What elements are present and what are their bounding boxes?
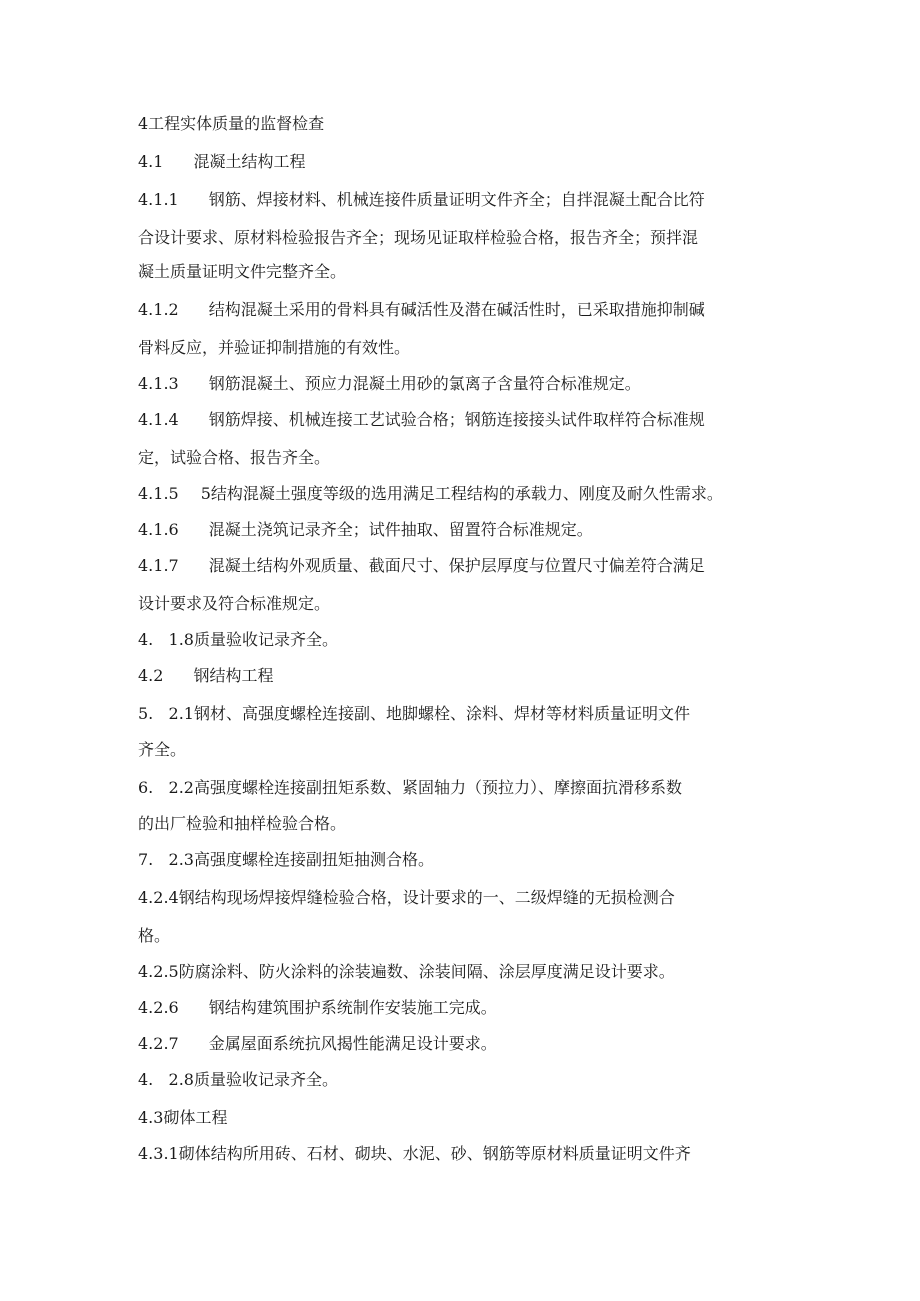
item-4-2-1-line-2 [138, 740, 186, 760]
item-text: 混凝土结构外观质量、截面尺寸、保护层厚度与位置尺寸偏差符合满足 [208, 556, 705, 575]
item-4-2-2-line-1 [138, 778, 682, 798]
section-title: 4.3砌体工程 [138, 1108, 228, 1127]
item-number: 4.1.2 [138, 300, 179, 319]
item-4-2-1-line-1 [138, 704, 690, 724]
item-number: 4.1.1 [138, 190, 179, 209]
item-text: 钢结构建筑围护系统制作安装施工完成。 [208, 998, 497, 1017]
item-4-1-4-line-1 [138, 410, 705, 430]
item-number: 4.2.7 [138, 1034, 179, 1053]
item-text: 4.3.1砌体结构所用砖、石材、砌块、水泥、砂、钢筋等原材料质量证明文件齐 [138, 1144, 691, 1163]
item-text: 定，试验合格、报告齐全。 [138, 448, 331, 467]
item-4-1-4-line-2 [138, 448, 330, 468]
section-4-2-heading [138, 666, 273, 686]
item-text: 钢筋焊接、机械连接工艺试验合格；钢筋连接接头试件取样符合标准规 [208, 410, 705, 429]
item-text: 4.2.4钢结构现场焊接焊缝检验合格，设计要求的一、二级焊缝的无损检测合 [138, 888, 675, 907]
item-4-2-8 [138, 1070, 338, 1090]
item-text: 4. 1.8质量验收记录齐全。 [138, 630, 338, 649]
item-4-2-5 [138, 962, 675, 982]
item-number: 4.1.3 [138, 374, 179, 393]
item-4-1-1-line-3 [138, 262, 346, 282]
item-4-1-5 [138, 484, 723, 504]
item-text: 4. 2.8质量验收记录齐全。 [138, 1070, 338, 1089]
item-text: 7. 2.3高强度螺栓连接副扭矩抽测合格。 [138, 850, 434, 869]
item-text: 凝土质量证明文件完整齐全。 [138, 262, 347, 281]
item-4-1-3 [138, 374, 641, 394]
item-4-2-2-line-2 [138, 814, 346, 834]
item-4-2-4-line-1 [138, 888, 675, 908]
item-4-1-1-line-2 [138, 228, 698, 248]
item-4-2-4-line-2 [138, 926, 170, 946]
item-text: 钢筋、焊接材料、机械连接件质量证明文件齐全；自拌混凝土配合比符 [208, 190, 705, 209]
item-4-2-3 [138, 850, 434, 870]
item-4-2-6 [138, 998, 497, 1018]
item-number: 4.2.6 [138, 998, 179, 1017]
item-4-3-1-line-1 [138, 1144, 691, 1164]
item-number: 4.1.4 [138, 410, 179, 429]
item-4-1-7-line-2 [138, 594, 330, 614]
item-text: 混凝土浇筑记录齐全；试件抽取、留置符合标准规定。 [208, 520, 593, 539]
item-text: 4.2.5防腐涂料、防火涂料的涂装遍数、涂装间隔、涂层厚度满足设计要求。 [138, 962, 675, 981]
item-text: 的出厂检验和抽样检验合格。 [138, 814, 347, 833]
item-4-1-2-line-2 [138, 338, 410, 358]
section-title: 钢结构工程 [193, 666, 274, 685]
item-4-1-2-line-1 [138, 300, 705, 320]
item-text: 合设计要求、原材料检验报告齐全；现场见证取样检验合格，报告齐全；预拌混 [138, 228, 699, 247]
item-text: 金属屋面系统抗风揭性能满足设计要求。 [208, 1034, 497, 1053]
item-4-1-1-line-1 [138, 190, 705, 210]
item-text: 5结构混凝土强度等级的选用满足工程结构的承载力、刚度及耐久性需求。 [200, 484, 723, 503]
item-text: 设计要求及符合标准规定。 [138, 594, 331, 613]
chapter-title-text: 4工程实体质量的监督检查 [138, 114, 325, 133]
item-text: 5. 2.1钢材、高强度螺栓连接副、地脚螺栓、涂料、焊材等材料质量证明文件 [138, 704, 690, 723]
item-4-1-7-line-1 [138, 556, 705, 576]
item-4-1-8 [138, 630, 338, 650]
item-text: 格。 [138, 926, 171, 945]
section-4-3-heading [138, 1108, 227, 1128]
chapter-title [138, 114, 324, 134]
item-text: 齐全。 [138, 740, 187, 759]
section-number: 4.2 [138, 666, 164, 685]
item-4-2-7 [138, 1034, 497, 1054]
item-number: 4.1.5 [138, 484, 179, 503]
item-text: 6. 2.2高强度螺栓连接副扭矩系数、紧固轴力（预拉力）、摩擦面抗滑移系数 [138, 778, 682, 797]
section-4-1-heading [138, 152, 305, 172]
section-title: 混凝土结构工程 [193, 152, 306, 171]
item-text: 结构混凝土采用的骨料具有碱活性及潜在碱活性时，已采取措施抑制碱 [208, 300, 705, 319]
item-number: 4.1.7 [138, 556, 179, 575]
item-text: 钢筋混凝土、预应力混凝土用砂的氯离子含量符合标准规定。 [208, 374, 641, 393]
item-text: 骨料反应，并验证抑制措施的有效性。 [138, 338, 411, 357]
section-number: 4.1 [138, 152, 164, 171]
item-number: 4.1.6 [138, 520, 179, 539]
item-4-1-6 [138, 520, 593, 540]
